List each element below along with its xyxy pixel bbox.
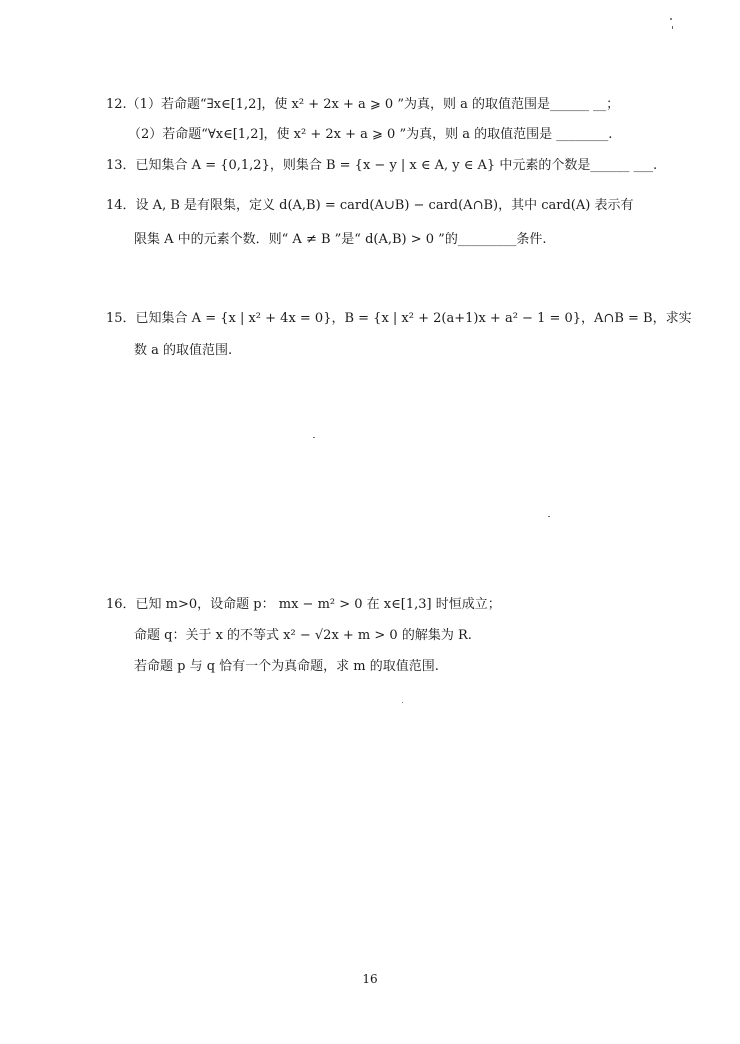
q14-line1-text: 14．设 A, B 是有限集，定义 d(A,B) = card(A∪B) − card(A∩B)，其中 card(A) 表示有 — [106, 198, 634, 213]
scan-speck — [672, 26, 673, 29]
question-16-line-2 — [134, 628, 472, 644]
q16-line2-text: 命题 q：关于 x 的不等式 x² − √2x + m > 0 的解集为 R. — [134, 628, 472, 643]
q16-line3-text: 若命题 p 与 q 恰有一个为真命题，求 m 的取值范围. — [134, 659, 439, 674]
q12-part2-text: （2）若命题“∀x∈[1,2]，使 x² + 2x + a ⩾ 0 ”为真，则 a 的取值范围是 ________. — [128, 127, 613, 142]
scan-speck — [548, 516, 550, 517]
page-number — [0, 972, 740, 986]
q15-line2-text: 数 a 的取值范围. — [134, 343, 233, 358]
question-15-line-1 — [106, 311, 692, 327]
scan-speck — [670, 18, 672, 20]
scan-speck — [313, 437, 315, 438]
q12-part1-text: 12.（1）若命题“∃x∈[1,2]，使 x² + 2x + a ⩾ 0 ”为真，则 a 的取值范围是______ __； — [106, 97, 620, 112]
question-14-line-2 — [134, 232, 546, 248]
q13-text: 13．已知集合 A = {0,1,2}，则集合 B = {x − y | x ∈ A, y ∈ A} 中元素的个数是______ ___. — [106, 158, 658, 173]
question-12-part-2 — [128, 127, 612, 143]
q15-line1-text: 15．已知集合 A = {x | x² + 4x = 0}，B = {x | x² + 2(a+1)x + a² − 1 = 0}，A∩B = B，求实 — [106, 311, 692, 326]
question-14-line-1 — [106, 198, 633, 214]
question-13 — [106, 158, 657, 174]
question-15-line-2 — [134, 343, 232, 359]
q16-line1-text: 16．已知 m>0，设命题 p： mx − m² > 0 在 x∈[1,3] 时恒成立； — [106, 597, 501, 612]
question-12-part-1 — [106, 97, 619, 113]
question-16-line-1 — [106, 597, 501, 613]
page-number-text: 16 — [362, 972, 378, 986]
q14-line2-text: 限集 A 中的元素个数．则“ A ≠ B ”是“ d(A,B) > 0 ”的_________条件. — [134, 232, 547, 247]
scan-speck — [402, 702, 403, 703]
question-16-line-3 — [134, 659, 439, 675]
